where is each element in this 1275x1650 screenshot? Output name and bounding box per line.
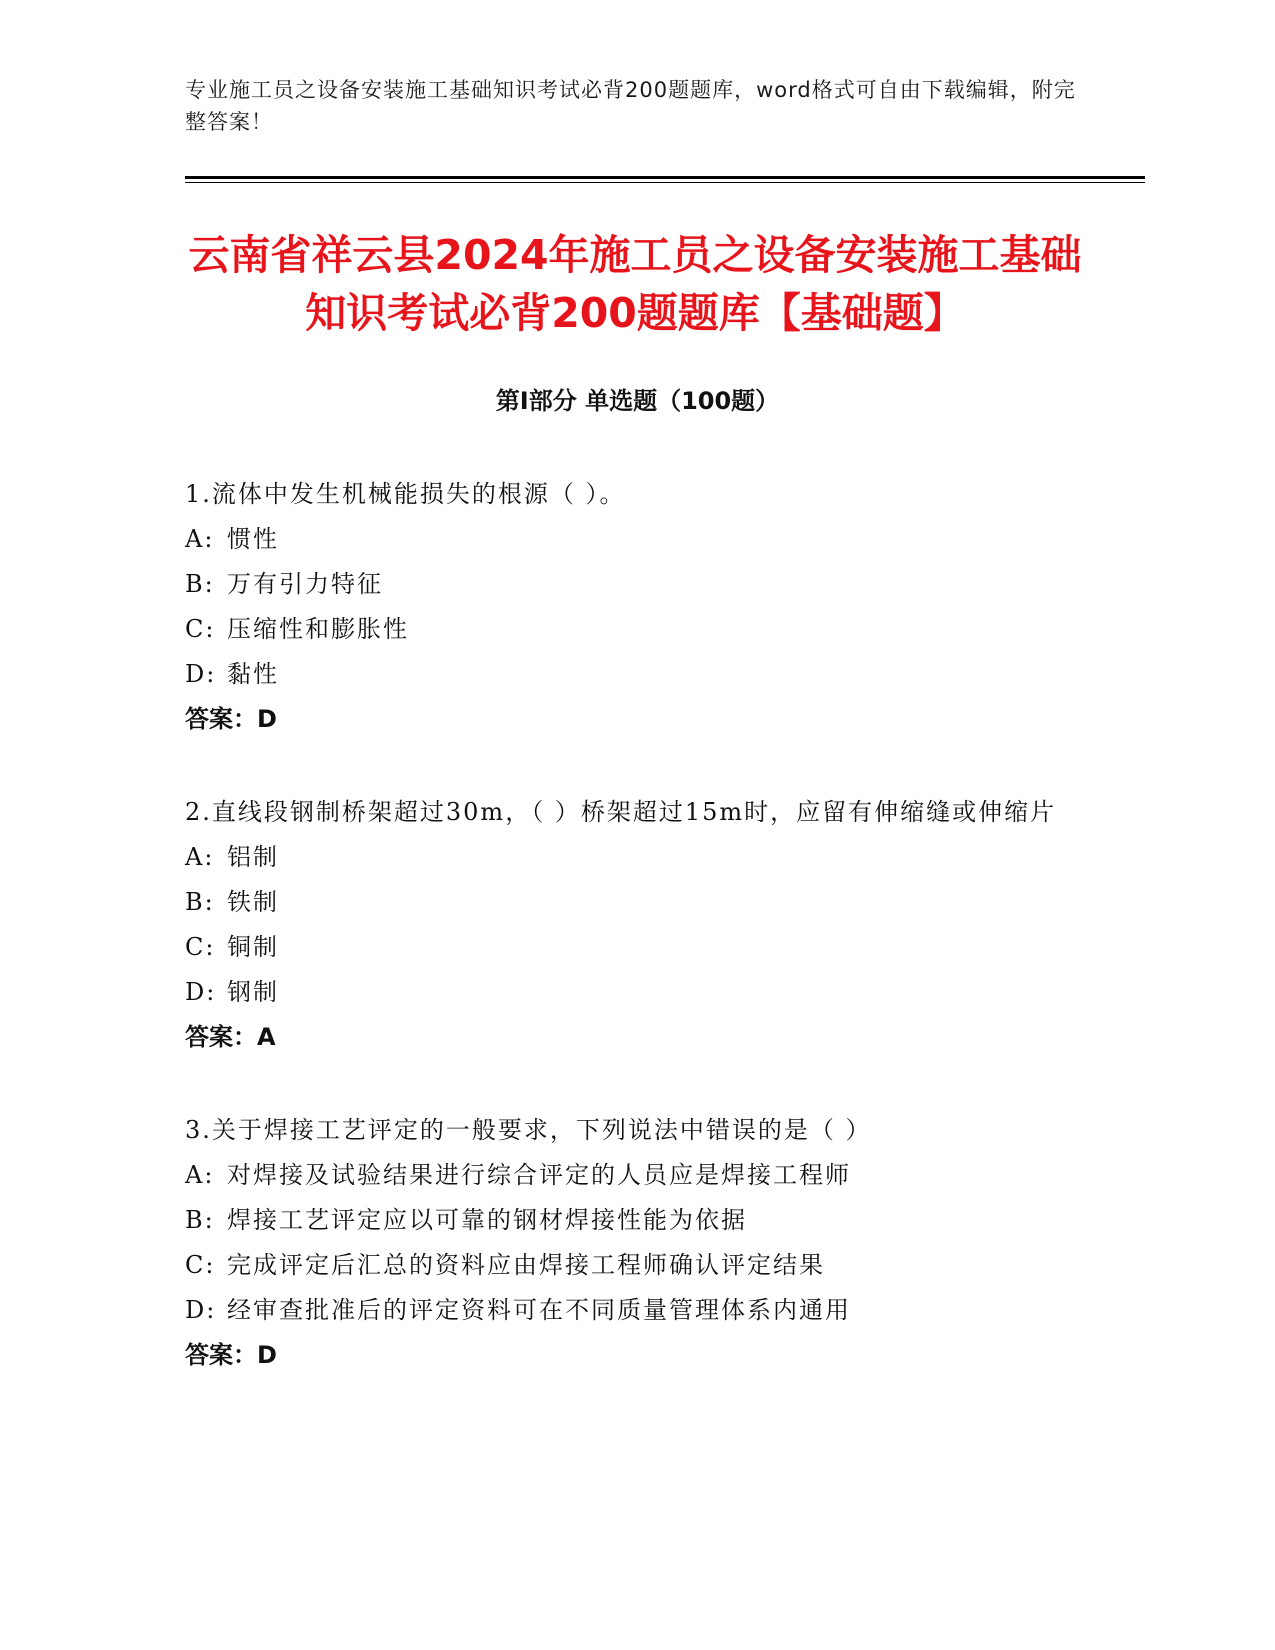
- header-divider-thin: [185, 182, 1145, 183]
- option-text: 对焊接及试验结果进行综合评定的人员应是焊接工程师: [227, 1161, 851, 1189]
- option-a: [185, 517, 1085, 562]
- question-stem: 2.直线段钢制桥架超过30m，（ ）桥架超过15m时，应留有伸缩缝或伸缩片: [185, 798, 1057, 826]
- option-text: 完成评定后汇总的资料应由焊接工程师确认评定结果: [227, 1251, 825, 1279]
- option-a: [185, 1153, 1085, 1198]
- option-c: [185, 925, 1085, 970]
- option-letter: C:: [185, 615, 216, 643]
- answer: 答案：A: [185, 1023, 276, 1051]
- option-a: [185, 835, 1085, 880]
- option-letter: A:: [185, 843, 215, 871]
- option-letter: D:: [185, 660, 217, 688]
- option-letter: A:: [185, 525, 215, 553]
- option-b: [185, 562, 1085, 607]
- option-text: 铝制: [227, 843, 279, 871]
- option-c: [185, 607, 1085, 652]
- option-text: 铁制: [227, 888, 279, 916]
- option-b: [185, 880, 1085, 925]
- option-d: [185, 652, 1085, 697]
- option-letter: C:: [185, 1251, 216, 1279]
- option-letter: B:: [185, 570, 215, 598]
- section-title: 第I部分 单选题（100题）: [495, 387, 780, 415]
- option-b: [185, 1198, 1085, 1243]
- option-text: 万有引力特征: [227, 570, 383, 598]
- option-letter: B:: [185, 888, 215, 916]
- answer: 答案：D: [185, 705, 277, 733]
- option-c: [185, 1243, 1085, 1288]
- document-title: 云南省祥云县2024年施工员之设备安装施工基础知识考试必背200题题库【基础题】: [188, 231, 1082, 337]
- option-text: 钢制: [227, 978, 279, 1006]
- header-note: 专业施工员之设备安装施工基础知识考试必背200题题库，word格式可自由下载编辑，附完整答案！: [185, 78, 1076, 134]
- header-divider-thick: [185, 176, 1145, 179]
- option-letter: C:: [185, 933, 216, 961]
- option-letter: A:: [185, 1161, 215, 1189]
- option-text: 焊接工艺评定应以可靠的钢材焊接性能为依据: [227, 1206, 747, 1234]
- option-text: 黏性: [227, 660, 279, 688]
- option-letter: B:: [185, 1206, 215, 1234]
- question-stem: 3.关于焊接工艺评定的一般要求，下列说法中错误的是（ ）: [185, 1116, 872, 1144]
- option-d: [185, 1288, 1085, 1333]
- option-letter: D:: [185, 1296, 217, 1324]
- option-text: 惯性: [227, 525, 279, 553]
- option-letter: D:: [185, 978, 217, 1006]
- question-1: [185, 472, 1085, 742]
- answer: 答案：D: [185, 1341, 277, 1369]
- question-stem: 1.流体中发生机械能损失的根源（ ）。: [185, 480, 626, 508]
- question-2: [185, 790, 1085, 1060]
- option-text: 经审查批准后的评定资料可在不同质量管理体系内通用: [227, 1296, 851, 1324]
- option-d: [185, 970, 1085, 1015]
- option-text: 铜制: [227, 933, 279, 961]
- question-list: [185, 472, 1085, 1426]
- option-text: 压缩性和膨胀性: [227, 615, 409, 643]
- question-3: [185, 1108, 1085, 1378]
